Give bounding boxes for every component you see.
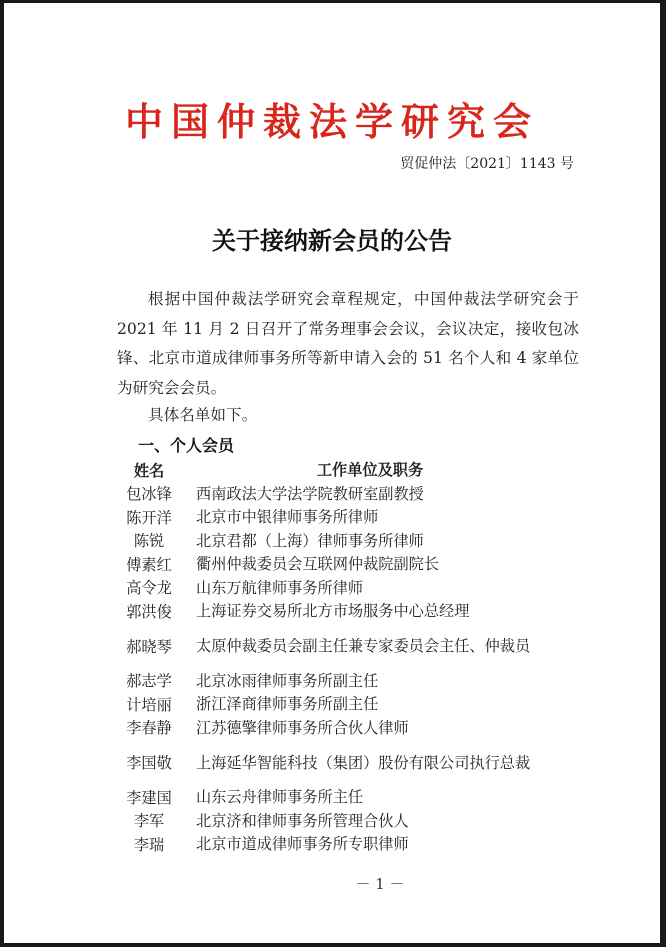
member-name: 李军 xyxy=(133,812,165,831)
announcement-title: 关于接纳新会员的公告 xyxy=(212,227,452,255)
document-page xyxy=(4,3,660,943)
member-unit: 浙江泽商律师事务所副主任 xyxy=(196,695,379,714)
member-row xyxy=(104,529,594,553)
member-name: 包冰锋 xyxy=(126,485,172,504)
member-row xyxy=(104,576,594,600)
body-paragraph: 根据中国仲裁法学研究会章程规定，中国仲裁法学研究会于 2021 年 11 月 2 日召开了常务理事会会议，会议决定，接收包冰锋、北京市道成律师事务所等新申请入会的 51 名个人和 4 家单位为研究会会员。 xyxy=(117,290,579,397)
name-column-header: 姓名 xyxy=(133,461,165,480)
document-number: 贸促仲法〔2021〕1143 号 xyxy=(400,156,574,172)
member-name: 郝晓琴 xyxy=(126,637,172,656)
member-name: 傅素红 xyxy=(126,555,172,574)
member-unit: 山东万航律师事务所律师 xyxy=(196,578,364,597)
member-unit: 北京君都（上海）律师事务所律师 xyxy=(196,531,424,550)
member-name: 李瑞 xyxy=(133,835,165,854)
member-row xyxy=(104,740,594,786)
member-unit: 北京冰雨律师事务所副主任 xyxy=(196,671,379,690)
member-unit: 北京市中银律师事务所律师 xyxy=(196,508,379,527)
member-unit: 上海延华智能科技（集团）股份有限公司执行总裁 xyxy=(196,753,531,772)
member-name: 郝志学 xyxy=(126,672,172,691)
member-row xyxy=(104,833,594,857)
member-row xyxy=(104,600,594,624)
member-name: 郭洪俊 xyxy=(126,602,172,621)
section-heading-individual-members: 一、个人会员 xyxy=(138,436,235,455)
member-name: 陈锐 xyxy=(133,532,165,551)
organization-title: 中国仲裁法学研究会 xyxy=(124,100,539,144)
member-row xyxy=(104,693,594,717)
member-name: 李建国 xyxy=(126,788,172,807)
list-intro: 具体名单如下。 xyxy=(148,406,258,424)
member-row xyxy=(104,506,594,530)
member-name: 高令龙 xyxy=(126,579,172,598)
member-row xyxy=(104,786,594,810)
member-unit: 衢州仲裁委员会互联网仲裁院副院长 xyxy=(196,555,439,574)
member-unit: 西南政法大学法学院教研室副教授 xyxy=(196,484,424,503)
member-row xyxy=(104,482,594,506)
member-name: 陈开洋 xyxy=(126,508,172,527)
page-number: － 1 － xyxy=(355,875,405,893)
member-row xyxy=(104,669,594,693)
unit-column-header: 工作单位及职务 xyxy=(316,461,424,479)
member-row xyxy=(104,809,594,833)
member-table-header xyxy=(104,458,594,482)
member-name: 计培丽 xyxy=(126,695,172,714)
member-row xyxy=(104,623,594,669)
member-table xyxy=(104,458,594,856)
member-unit: 北京济和律师事务所管理合伙人 xyxy=(196,811,409,830)
member-unit: 北京市道成律师事务所专职律师 xyxy=(196,835,409,854)
member-row xyxy=(104,553,594,577)
member-unit: 上海证券交易所北方市场服务中心总经理 xyxy=(196,602,470,621)
member-name: 李国敬 xyxy=(126,754,172,772)
member-unit: 山东云舟律师事务所主任 xyxy=(196,788,364,807)
member-row xyxy=(104,716,594,740)
member-unit: 太原仲裁委员会副主任兼专家委员会主任、仲裁员 xyxy=(196,637,531,655)
member-name: 李春静 xyxy=(126,719,172,738)
member-unit: 江苏德擎律师事务所合伙人律师 xyxy=(196,718,409,737)
